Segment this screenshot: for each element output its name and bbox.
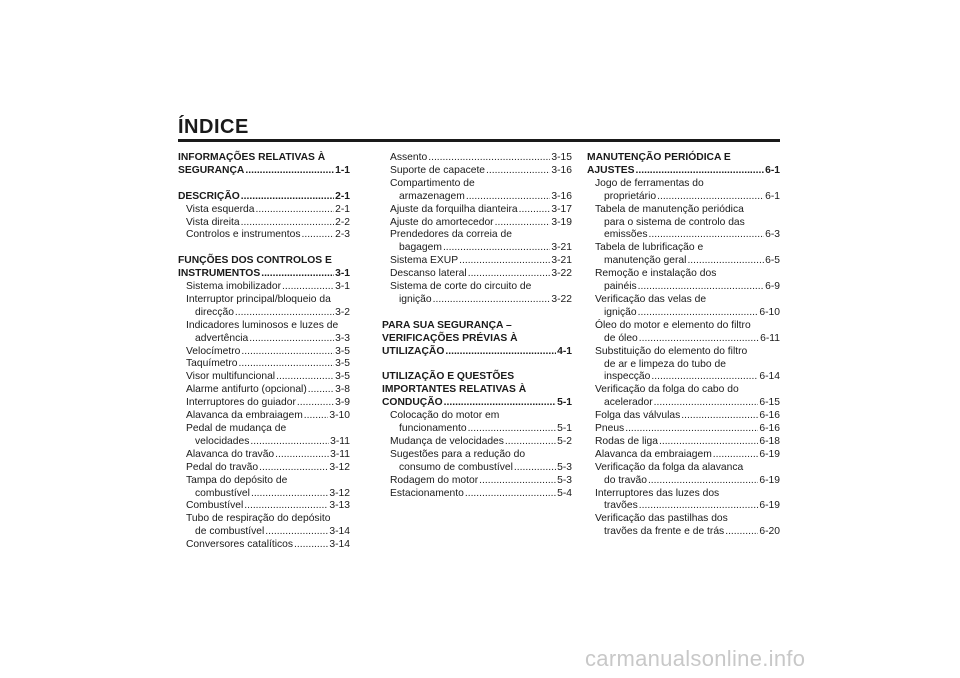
toc-entry-label: Taquímetro — [186, 358, 238, 370]
toc-entry — [587, 488, 780, 501]
toc-entry-label: acelerador — [604, 397, 653, 409]
toc-leader-dots — [261, 268, 334, 281]
toc-entry-label: combustível — [195, 487, 250, 499]
toc-entry-label: painéis — [604, 281, 637, 293]
toc-page-number: 3-16 — [551, 190, 572, 202]
toc-page-number: 3-14 — [329, 526, 350, 538]
toc-page-number: 3-22 — [551, 293, 572, 305]
toc-entry-label: Jogo de ferramentas do — [595, 177, 704, 189]
toc-entry-label: Verificação das pastilhas dos — [595, 513, 728, 525]
toc-entry — [587, 359, 780, 372]
toc-page-number: 3-16 — [551, 164, 572, 176]
toc-page-number: 5-3 — [557, 461, 572, 473]
toc-entry — [587, 397, 780, 410]
toc-entry-label: de ar e limpeza do tubo de — [604, 358, 726, 370]
toc-leader-dots — [651, 371, 758, 384]
toc-entry — [178, 229, 350, 242]
toc-page-number: 6-18 — [759, 435, 780, 447]
toc-entry — [382, 165, 572, 178]
toc-entry-label: Óleo do motor e elemento do filtro — [595, 319, 751, 331]
toc-leader-dots — [519, 204, 551, 217]
toc-entry — [178, 281, 350, 294]
toc-entry-label: Tabela de lubrificação e — [595, 242, 704, 254]
toc-entry-label: Alavanca da embraiagem — [186, 410, 303, 422]
toc-leader-dots — [486, 165, 550, 178]
toc-section-heading — [587, 152, 780, 165]
toc-column-1 — [178, 152, 350, 552]
toc-page-number: 6-19 — [759, 448, 780, 460]
toc-entry — [178, 204, 350, 217]
toc-entry — [382, 423, 572, 436]
toc-section-heading — [178, 268, 350, 281]
toc-entry — [382, 204, 572, 217]
toc-page-number: 6-9 — [765, 281, 780, 293]
toc-leader-dots — [241, 191, 334, 204]
toc-leader-dots — [636, 165, 765, 178]
toc-entry-label: funcionamento — [399, 423, 467, 434]
toc-entry — [178, 371, 350, 384]
toc-entry — [382, 255, 572, 268]
toc-entry — [178, 294, 350, 307]
toc-leader-dots — [235, 307, 334, 320]
toc-entry — [178, 423, 350, 436]
toc-entry-label: Tubo de respiração do depósito — [186, 513, 331, 525]
toc-page-number: 6-11 — [760, 332, 780, 344]
toc-page-number: 6-1 — [765, 190, 780, 202]
toc-entry — [587, 229, 780, 242]
toc-page-number: 2-1 — [335, 190, 350, 202]
toc-page-number: 3-21 — [551, 242, 572, 254]
toc-entry-label: SEGURANÇA — [178, 164, 245, 176]
toc-entry-label: Ajuste do amortecedor — [390, 216, 494, 228]
toc-leader-dots — [638, 281, 764, 294]
toc-entry — [587, 217, 780, 230]
toc-page-number: 5-1 — [557, 423, 572, 434]
toc-leader-dots — [301, 229, 334, 242]
toc-page-number: 3-14 — [329, 539, 350, 551]
toc-entry — [382, 488, 572, 501]
toc-page-number: 6-19 — [759, 474, 780, 486]
toc-leader-dots — [444, 397, 556, 410]
toc-page-number: 6-14 — [759, 371, 780, 383]
toc-entry-label: Alavanca do travão — [186, 448, 275, 460]
toc-leader-dots — [625, 423, 758, 436]
toc-entry-label: Velocímetro — [186, 345, 241, 357]
toc-leader-dots — [241, 217, 334, 230]
toc-page-number: 5-2 — [557, 435, 572, 447]
toc-entry — [178, 500, 350, 513]
toc-page-number: 3-5 — [335, 345, 350, 357]
toc-leader-dots — [639, 333, 759, 346]
toc-entry — [178, 397, 350, 410]
toc-entry-label: AJUSTES — [587, 164, 635, 176]
toc-leader-dots — [505, 436, 556, 449]
toc-entry — [587, 268, 780, 281]
toc-entry-label: Controlos e instrumentos — [186, 229, 301, 241]
toc-entry-label: ignição — [604, 306, 637, 318]
toc-leader-dots — [244, 500, 328, 513]
toc-leader-dots — [282, 281, 334, 294]
toc-entry — [178, 358, 350, 371]
toc-leader-dots — [265, 526, 328, 539]
toc-entry — [587, 371, 780, 384]
toc-section-heading — [382, 346, 572, 359]
toc-entry-label: Ajuste da forquilha dianteira — [390, 203, 518, 215]
toc-page-number: 3-22 — [551, 268, 572, 280]
toc-entry — [382, 268, 572, 281]
toc-page-number: 2-2 — [335, 216, 350, 228]
toc-page-number: 6-16 — [759, 410, 780, 422]
toc-entry — [587, 500, 780, 513]
toc-entry — [178, 384, 350, 397]
toc-entry-label: travões — [604, 500, 638, 512]
toc-entry — [382, 449, 572, 462]
page-title: ÍNDICE — [178, 116, 249, 138]
title-rule — [178, 139, 780, 142]
toc-leader-dots — [294, 539, 328, 552]
toc-entry-label: inspecção — [604, 371, 651, 383]
toc-entry — [178, 320, 350, 333]
toc-entry — [587, 475, 780, 488]
toc-entry-label: velocidades — [195, 435, 250, 447]
toc-entry-label: UTILIZAÇÃO E QUESTÕES — [382, 371, 515, 383]
toc-leader-dots — [259, 462, 328, 475]
toc-entry-label: emissões — [604, 229, 648, 241]
toc-entry — [587, 449, 780, 462]
toc-leader-dots — [308, 384, 334, 397]
toc-page-number: 3-5 — [335, 358, 350, 370]
toc-leader-dots — [241, 346, 334, 359]
toc-page-number: 6-5 — [765, 255, 780, 267]
toc-entry — [178, 333, 350, 346]
toc-page-number: 6-16 — [759, 423, 780, 435]
toc-spacer — [178, 242, 350, 255]
toc-entry-label: consumo de combustível — [399, 461, 513, 473]
toc-leader-dots — [654, 397, 759, 410]
toc-section-heading — [382, 333, 572, 346]
toc-entry-label: MANUTENÇÃO PERIÓDICA E — [587, 152, 731, 163]
toc-entry-label: DESCRIÇÃO — [178, 190, 240, 202]
toc-entry — [382, 475, 572, 488]
toc-entry — [587, 526, 780, 539]
toc-entry-label: Remoção e instalação dos — [595, 268, 717, 280]
toc-leader-dots — [433, 294, 551, 307]
toc-entry-label: bagagem — [399, 242, 442, 254]
toc-page-number: 6-20 — [759, 526, 780, 538]
toc-entry-label: Folga das válvulas — [595, 410, 681, 422]
toc-section-heading — [382, 371, 572, 384]
toc-leader-dots — [250, 436, 329, 449]
toc-entry-label: Combustível — [186, 500, 244, 512]
toc-entry-label: Interruptores do guiador — [186, 397, 296, 409]
toc-leader-dots — [657, 191, 764, 204]
toc-section-heading — [382, 384, 572, 397]
toc-page-number: 6-3 — [765, 229, 780, 241]
toc-entry — [382, 242, 572, 255]
toc-leader-dots — [687, 255, 764, 268]
toc-entry — [178, 462, 350, 475]
toc-entry-label: Sugestões para a redução do — [390, 448, 526, 460]
toc-leader-dots — [479, 475, 556, 488]
toc-entry-label: Rodas de liga — [595, 435, 658, 447]
toc-spacer — [382, 307, 572, 320]
toc-entry-label: Prendedores da correia de — [390, 229, 512, 241]
toc-page-number: 4-1 — [557, 345, 572, 357]
toc-page-number: 3-3 — [335, 332, 350, 344]
toc-entry — [178, 436, 350, 449]
toc-entry-label: ignição — [399, 293, 432, 305]
toc-entry — [587, 307, 780, 320]
toc-entry-label: advertência — [195, 332, 249, 344]
toc-entry — [178, 513, 350, 526]
toc-entry — [382, 462, 572, 475]
toc-entry-label: Assento — [390, 152, 428, 163]
toc-leader-dots — [245, 165, 334, 178]
toc-section-heading — [178, 152, 350, 165]
toc-entry — [587, 255, 780, 268]
toc-spacer — [382, 358, 572, 371]
toc-section-heading — [178, 165, 350, 178]
toc-entry-label: de combustível — [195, 526, 265, 538]
toc-page-number: 3-8 — [335, 384, 350, 396]
toc-leader-dots — [297, 397, 334, 410]
toc-leader-dots — [638, 307, 759, 320]
toc-entry-label: Vista esquerda — [186, 203, 255, 215]
toc-entry-label: Verificação da folga do cabo do — [595, 384, 739, 396]
toc-page-number: 3-13 — [329, 500, 350, 512]
toc-entry — [382, 217, 572, 230]
toc-entry-label: Sistema imobilizador — [186, 281, 281, 293]
toc-leader-dots — [304, 410, 329, 423]
toc-entry-label: Suporte de capacete — [390, 164, 486, 176]
toc-leader-dots — [428, 152, 550, 165]
toc-page-number: 5-1 — [557, 397, 572, 409]
toc-column-2 — [382, 152, 572, 500]
toc-entry — [382, 191, 572, 204]
toc-entry-label: CONDUÇÃO — [382, 397, 443, 409]
toc-entry — [178, 307, 350, 320]
toc-entry-label: Interruptor principal/bloqueio da — [186, 293, 331, 305]
toc-page-number: 5-4 — [557, 487, 572, 499]
toc-entry — [178, 410, 350, 423]
toc-entry — [587, 436, 780, 449]
toc-leader-dots — [649, 229, 765, 242]
toc-page-number: 3-17 — [551, 203, 572, 215]
toc-entry — [382, 281, 572, 294]
toc-entry-label: proprietário — [604, 190, 657, 202]
toc-entry-label: Pneus — [595, 423, 625, 435]
toc-entry-label: Alavanca da embraiagem — [595, 448, 712, 460]
toc-page-number: 3-1 — [335, 268, 350, 280]
toc-entry-label: Vista direita — [186, 216, 240, 228]
toc-entry — [587, 191, 780, 204]
toc-entry — [587, 204, 780, 217]
toc-entry-label: manutenção geral — [604, 255, 687, 267]
toc-page-number: 2-3 — [335, 229, 350, 241]
toc-entry-label: Verificação da folga da alavanca — [595, 461, 744, 473]
toc-entry — [382, 294, 572, 307]
toc-leader-dots — [443, 242, 550, 255]
toc-entry-label: INSTRUMENTOS — [178, 268, 261, 280]
toc-leader-dots — [659, 436, 758, 449]
toc-page-number: 3-1 — [335, 281, 350, 293]
toc-entry-label: Visor multifuncional — [186, 371, 276, 383]
toc-leader-dots — [239, 358, 335, 371]
toc-entry — [587, 384, 780, 397]
toc-section-heading — [382, 397, 572, 410]
toc-entry — [587, 294, 780, 307]
toc-entry-label: FUNÇÕES DOS CONTROLOS E — [178, 255, 332, 267]
toc-leader-dots — [725, 526, 758, 539]
toc-column-3 — [587, 152, 780, 539]
toc-page-number: 3-19 — [551, 216, 572, 228]
toc-section-heading — [178, 255, 350, 268]
toc-entry-label: VERIFICAÇÕES PRÉVIAS À — [382, 332, 518, 344]
toc-entry — [382, 178, 572, 191]
toc-entry-label: Pedal de mudança de — [186, 423, 287, 434]
toc-leader-dots — [445, 346, 556, 359]
toc-section-heading — [178, 191, 350, 204]
toc-entry — [178, 475, 350, 488]
toc-page-number: 3-15 — [551, 152, 572, 163]
toc-entry-label: UTILIZAÇÃO — [382, 345, 445, 357]
toc-entry — [587, 333, 780, 346]
toc-entry-label: Verificação das velas de — [595, 293, 707, 305]
toc-entry-label: Estacionamento — [390, 487, 464, 499]
toc-page-number: 3-12 — [329, 487, 350, 499]
toc-entry-label: Indicadores luminosos e luzes de — [186, 319, 339, 331]
toc-entry — [178, 217, 350, 230]
toc-leader-dots — [468, 423, 557, 436]
toc-section-heading — [587, 165, 780, 178]
toc-page-number: 3-11 — [330, 448, 350, 460]
toc-entry-label: do travão — [604, 474, 647, 486]
toc-leader-dots — [514, 462, 556, 475]
toc-entry-label: Sistema de corte do circuito de — [390, 281, 532, 293]
toc-entry-label: INFORMAÇÕES RELATIVAS À — [178, 152, 326, 163]
toc-entry-label: para o sistema de controlo das — [604, 216, 745, 228]
toc-page-number: 3-10 — [329, 410, 350, 422]
toc-page-number: 3-21 — [551, 255, 572, 267]
toc-entry — [382, 436, 572, 449]
toc-page-number: 3-12 — [329, 461, 350, 473]
toc-entry — [178, 488, 350, 501]
toc-entry-label: Pedal do travão — [186, 461, 259, 473]
toc-section-heading — [382, 320, 572, 333]
toc-entry-label: Compartimento de — [390, 177, 475, 189]
toc-page-number: 6-1 — [765, 164, 780, 176]
toc-entry-label: direcção — [195, 306, 234, 318]
toc-entry — [382, 410, 572, 423]
toc-leader-dots — [459, 255, 550, 268]
toc-entry — [178, 449, 350, 462]
toc-entry-label: Conversores catalíticos — [186, 539, 294, 551]
toc-leader-dots — [639, 500, 759, 513]
toc-leader-dots — [251, 488, 328, 501]
toc-page-number: 5-3 — [557, 474, 572, 486]
toc-entry — [587, 178, 780, 191]
toc-page-number: 6-10 — [759, 306, 780, 318]
toc-page-number: 1-1 — [335, 164, 350, 176]
toc-entry — [382, 152, 572, 165]
toc-entry — [587, 242, 780, 255]
toc-entry — [178, 346, 350, 359]
toc-entry — [587, 410, 780, 423]
toc-entry — [587, 462, 780, 475]
toc-entry-label: Tampa do depósito de — [186, 474, 288, 486]
toc-entry — [587, 513, 780, 526]
toc-page-number: 6-15 — [759, 397, 780, 409]
toc-leader-dots — [249, 333, 334, 346]
toc-leader-dots — [713, 449, 759, 462]
toc-entry — [178, 539, 350, 552]
toc-page-number: 3-2 — [335, 306, 350, 318]
toc-entry-label: PARA SUA SEGURANÇA – — [382, 319, 512, 331]
toc-leader-dots — [465, 488, 556, 501]
toc-leader-dots — [495, 217, 551, 230]
toc-leader-dots — [275, 449, 329, 462]
toc-entry-label: Sistema EXUP — [390, 255, 459, 267]
toc-entry — [587, 346, 780, 359]
toc-page-number: 2-1 — [335, 203, 350, 215]
toc-page-number: 3-9 — [335, 397, 350, 409]
toc-entry — [178, 526, 350, 539]
toc-entry-label: Alarme antifurto (opcional) — [186, 384, 307, 396]
toc-page-number: 6-19 — [759, 500, 780, 512]
toc-leader-dots — [256, 204, 335, 217]
toc-entry-label: armazenagem — [399, 190, 465, 202]
toc-entry-label: Mudança de velocidades — [390, 435, 504, 447]
toc-page-number: 3-11 — [330, 435, 350, 447]
toc-entry-label: Tabela de manutenção periódica — [595, 203, 744, 215]
toc-leader-dots — [466, 191, 551, 204]
toc-entry-label: Interruptores das luzes dos — [595, 487, 720, 499]
toc-page-number: 3-5 — [335, 371, 350, 383]
toc-entry-label: de óleo — [604, 332, 638, 344]
toc-leader-dots — [681, 410, 758, 423]
watermark: carmanualsonline.info — [585, 646, 806, 671]
toc-entry-label: Colocação do motor em — [390, 410, 500, 422]
toc-entry-label: Rodagem do motor — [390, 474, 479, 486]
toc-spacer — [178, 178, 350, 191]
toc-entry-label: Substituição do elemento do filtro — [595, 345, 748, 357]
toc-entry — [587, 281, 780, 294]
toc-leader-dots — [468, 268, 551, 281]
toc-entry-label: IMPORTANTES RELATIVAS À — [382, 384, 527, 396]
toc-entry-label: Descanso lateral — [390, 268, 467, 280]
toc-entry — [382, 229, 572, 242]
toc-entry-label: travões da frente e de trás — [604, 526, 725, 538]
toc-leader-dots — [648, 475, 758, 488]
toc-entry — [587, 423, 780, 436]
toc-entry — [587, 320, 780, 333]
toc-leader-dots — [276, 371, 334, 384]
